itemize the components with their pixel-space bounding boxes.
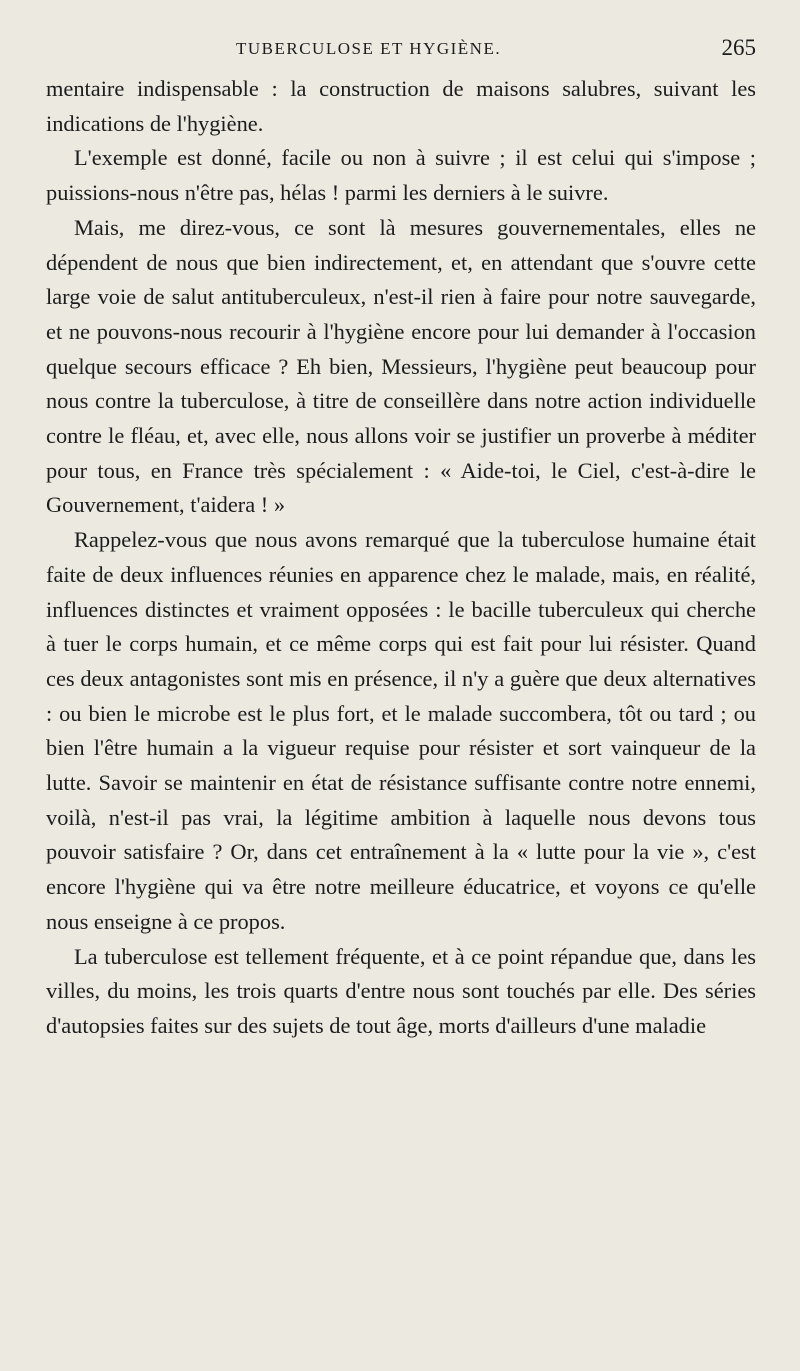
paragraph-frequency: La tuberculose est tellement fréquente, et à ce point répandue que, dans les villes, du moins, les trois quarts d'entre nous sont touchés par elle. Des séries d'autopsies faites sur des sujets de tout âge, morts d'ailleurs d'une maladie [46,943,756,1038]
paragraph-continuation: mentaire indispensable : la construction de maisons salubres, suivant les indications de l'hygiène. [46,76,756,136]
body-text [46,72,756,1044]
paragraph-tuberculosis-struggle: Rappelez-vous que nous avons remarqué que la tuberculose humaine était faite de deux influences réunies en apparence chez le malade, mais, en réalité, influences distinctes et vraiment opposées : le bacille tuberculeux qui cherche à tuer le corps humain, et ce même corps qui est fait pour lui résister. Quand ces deux antagonistes sont mis en présence, il n'y a guère que deux alternatives : ou bien le microbe est le plus fort, et le malade succombera, tôt ou tard ; ou bien l'être humain a la vigueur requise pour résister et sort vainqueur de la lutte. Savoir se maintenir en état de résistance suffisante contre notre ennemi, voilà, n'est-il pas vrai, la légitime ambition à laquelle nous devons tous pouvoir satisfaire ? Or, dans cet entraînement à la « lutte pour la vie », c'est encore l'hygiène qui va être notre meilleure éducatrice, et voyons ce qu'elle nous enseigne à ce propos. [46,527,756,934]
paragraph-example: L'exemple est donné, facile ou non à suivre ; il est celui qui s'impose ; puissions-nous n'être pas, hélas ! parmi les derniers à le suivre. [46,145,756,206]
running-title: TUBERCULOSE ET HYGIÈNE. [236,39,502,58]
running-head [46,32,756,72]
paragraph-government-measures: Mais, me direz-vous, ce sont là mesures gouvernementales, elles ne dépendent de nous que bien indirectement, et, en attendant que s'ouvre cette large voie de salut antituberculeux, n'est-il rien à faire pour notre sauvegarde, et ne pouvons-nous recourir à l'hygiène encore pour lui demander à l'occasion quelque secours efficace ? Eh bien, Messieurs, l'hygiène peut beaucoup pour nous contre la tuberculose, à titre de conseillère dans notre action individuelle contre le fléau, et, avec elle, nous allons voir se justifier un proverbe à méditer pour tous, en France très spécialement : « Aide-toi, le Ciel, c'est-à-dire le Gouvernement, t'aidera ! » [46,214,756,518]
page-number: 265 [721,35,756,60]
